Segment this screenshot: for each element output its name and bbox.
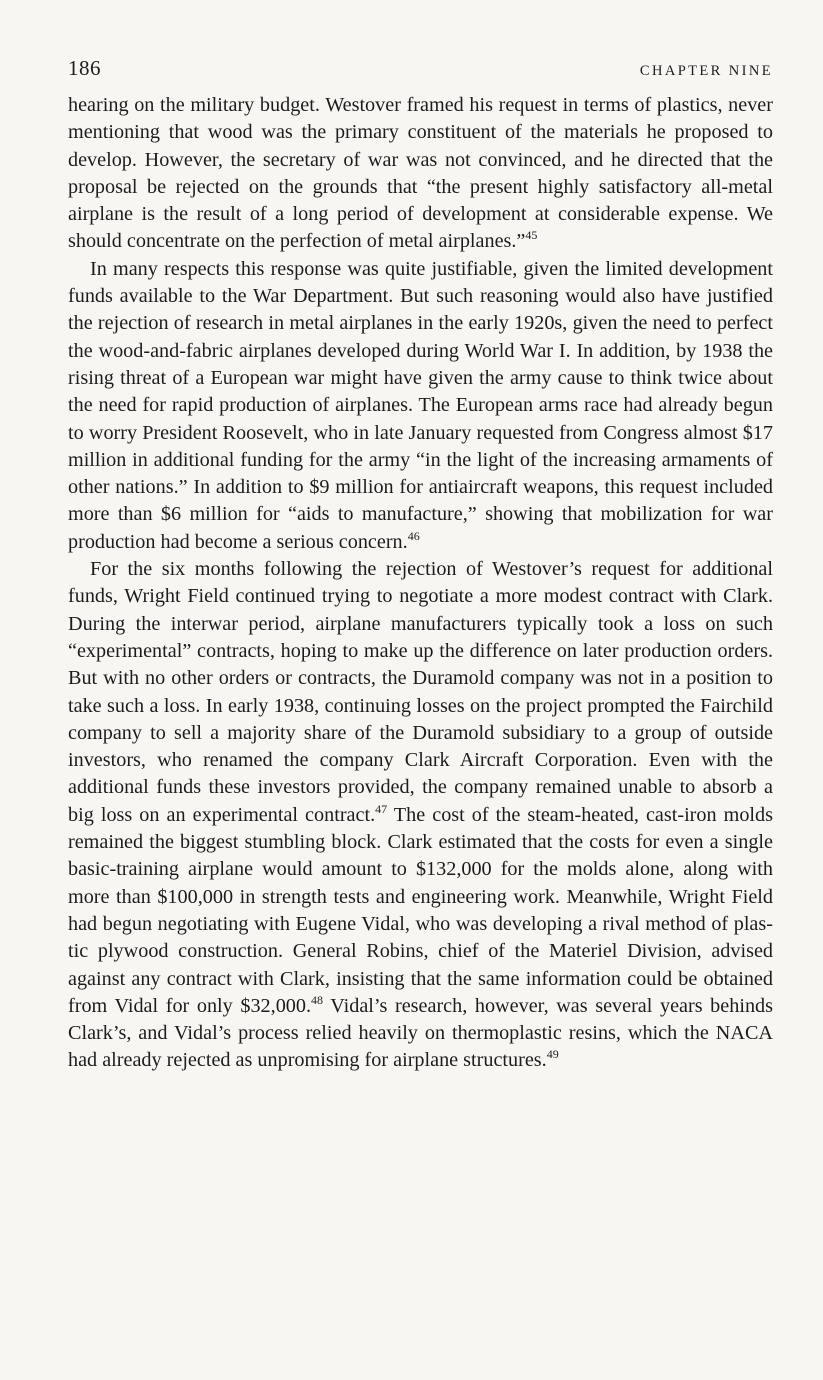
page-number: 186 <box>68 56 101 80</box>
endnote-marker: 45 <box>525 228 538 243</box>
text-run: hearing on the military budget. Westover framed his request in terms of plastics, never mentioning that wood was the primary constituent of the materials he proposed to develop. However, the secretary of war was not convinced, and he directed that the proposal be rejected on the grounds that “the present highly satisfactory all-metal airplane is the result of a long period of development at considerable expense. We should concentrate on the perfection of metal airplanes.” <box>68 94 773 253</box>
text-run: In many respects this response was quite justifiable, given the limited development funds available to the War Department. But such reasoning would also have justified the rejection of research in metal airplanes in the early 1920s, given the need to perfect the wood-and-fabric airplanes developed during World War I. In addition, by 1938 the rising threat of a European war might have given the army cause to think twice about the need for rapid production of airplanes. The European arms race had already begun to worry President Roosevelt, who in late January requested from Congress almost $17 million in additional funding for the army “in the light of the increasing armaments of other nations.” In addition to $9 million for antiaircraft weapons, this request included more than $6 million for “aids to manufacture,” showing that mobilization for war production had become a serious concern. <box>68 257 773 553</box>
text-run: Vidal’s research, however, was several years behinds Clark’s, and Vidal’s process relied heavily on thermoplastic resins, which the NACA had already rejected as unpromising for airplane structures. <box>68 994 773 1072</box>
text-run: The cost of the steam-heated, cast-iron molds remained the biggest stumbling block. Clark estimated that the costs for even a single basic-training airplane would amount to $132,000 for the molds alone, along with more than $100,000 in strength tests and engineering work. Meanwhile, Wright Field had begun negotiating with Eugene Vidal, who was developing a rival method of plastic plywood construction. General Robins, chief of the Materiel Division, advised against any contract with Clark, insisting that the same information could be obtained from Vidal for only $32,000. <box>68 803 773 1017</box>
text-run: For the six months following the rejection of Westover’s request for additional funds, Wright Field continued trying to negotiate a more modest contract with Clark. During the interwar period, airplane manufacturers typically took a loss on such “experimental” contracts, hoping to make up the difference on later production orders. But with no other orders or contracts, the Duramold company was not in a position to take such a loss. In early 1938, continuing losses on the project prompted the Fairchild company to sell a majority share of the Duramold subsidiary to a group of outside investors, who renamed the company Clark Aircraft Corporation. Even with the additional funds these investors provided, the company remained unable to absorb a big loss on an experimental contract. <box>68 558 773 826</box>
paragraph <box>68 556 773 1075</box>
endnote-marker: 46 <box>407 528 420 543</box>
paragraph <box>68 256 773 556</box>
chapter-title: CHAPTER NINE <box>639 63 773 79</box>
paragraph <box>68 92 773 256</box>
body-text <box>68 92 773 1075</box>
running-head <box>68 56 773 90</box>
book-page <box>68 56 773 1075</box>
endnote-marker: 49 <box>546 1047 559 1062</box>
endnote-marker: 48 <box>311 992 324 1007</box>
endnote-marker: 47 <box>375 801 388 816</box>
